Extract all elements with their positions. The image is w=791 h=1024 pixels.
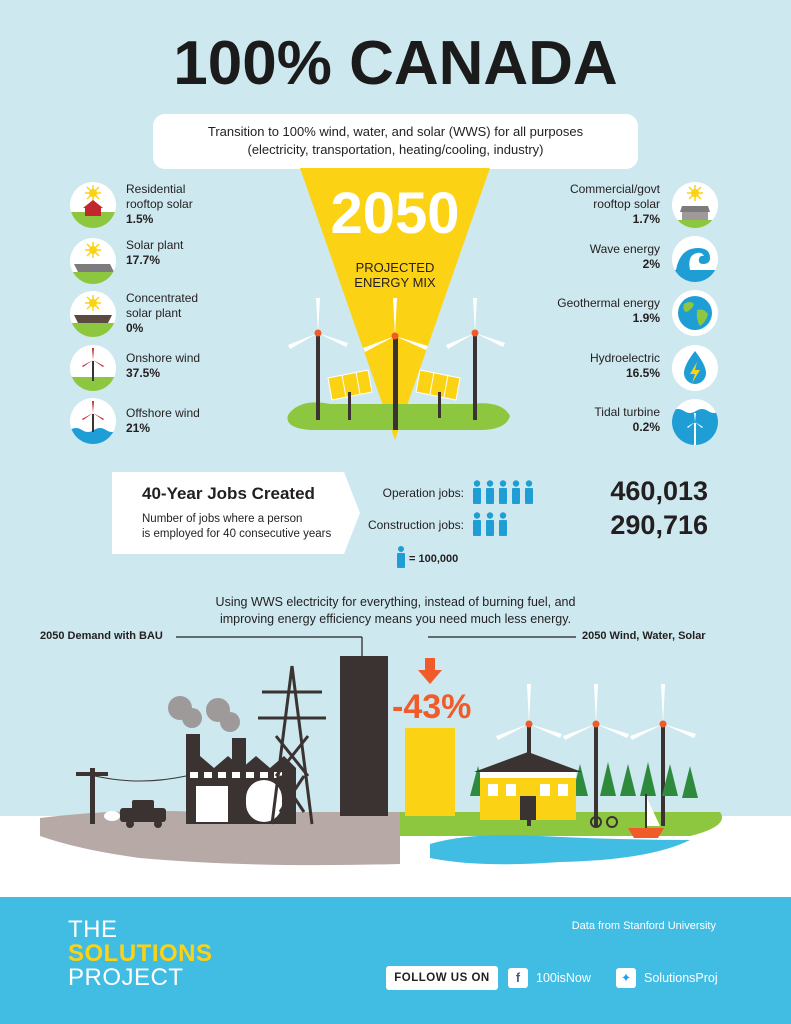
source-name: rooftop solar — [126, 197, 193, 211]
person-icon — [485, 480, 495, 504]
globe-icon — [672, 290, 718, 336]
page-title: 100% CANADA — [173, 29, 618, 98]
source-percent: 37.5% — [126, 366, 161, 380]
solar-plant-icon — [70, 238, 116, 284]
jobs-desc-line: is employed for 40 consecutive years — [142, 528, 332, 540]
person-icon — [498, 480, 508, 504]
wind-turbine-icon — [288, 298, 348, 420]
source-geothermal — [520, 290, 718, 336]
onshore-wind-icon — [70, 345, 116, 391]
operation-jobs-label: Operation jobs: — [382, 486, 464, 500]
person-icon — [396, 546, 406, 573]
source-percent: 21% — [126, 421, 151, 435]
subtitle-line-1: Transition to 100% wind, water, and solar (WWS) for all purposes — [207, 124, 584, 139]
source-percent: 0.2% — [632, 420, 660, 434]
bau-demand-bar — [340, 656, 388, 816]
water-drop-icon — [672, 345, 718, 391]
source-name: rooftop solar — [593, 197, 660, 211]
source-wave-energy — [520, 236, 718, 282]
source-solar-plant — [70, 238, 290, 284]
twitter-handle: SolutionsProj — [644, 971, 718, 985]
logo-line: SOLUTIONS — [68, 940, 213, 967]
demand-landscape — [0, 636, 791, 898]
wind-turbine-icon — [630, 684, 696, 826]
source-concentrated-solar — [70, 291, 290, 337]
source-tidal-turbine — [520, 399, 718, 445]
data-source-prefix: Data from — [571, 920, 620, 932]
operation-people-icons — [472, 480, 534, 504]
solutions-project-logo[interactable] — [68, 918, 213, 990]
construction-people-icons — [472, 512, 508, 536]
source-name: Concentrated — [126, 291, 199, 305]
source-hydroelectric — [520, 345, 718, 391]
down-arrow-icon — [418, 658, 442, 684]
source-name: Residential — [126, 182, 186, 196]
jobs-title: 40-Year Jobs Created — [142, 484, 315, 503]
person-icon — [511, 480, 521, 504]
logo-line: THE — [68, 916, 118, 943]
facebook-link[interactable] — [508, 968, 591, 988]
source-percent: 17.7% — [126, 253, 161, 267]
data-source — [520, 920, 716, 932]
source-name: Hydroelectric — [589, 351, 660, 365]
source-commercial-solar — [520, 182, 718, 228]
construction-jobs-label: Construction jobs: — [367, 518, 464, 532]
tidal-turbine-icon — [672, 399, 718, 445]
logo-line: PROJECT — [68, 964, 184, 991]
people-legend: = 100,000 — [409, 553, 459, 565]
person-icon — [472, 512, 482, 536]
source-name: Tidal turbine — [594, 405, 660, 419]
twitter-link[interactable] — [616, 968, 718, 988]
source-name: Offshore wind — [126, 406, 200, 420]
source-name: Commercial/govt — [569, 182, 660, 196]
data-source-name: Stanford University — [623, 920, 716, 932]
bau-demand-label: 2050 Demand with BAU — [40, 630, 163, 642]
source-offshore-wind — [70, 398, 290, 444]
facebook-icon: f — [508, 968, 528, 988]
twitter-icon: ✦ — [616, 968, 636, 988]
construction-jobs-value: 290,716 — [610, 510, 708, 540]
mix-line-1: PROJECTED — [355, 260, 435, 275]
source-name: solar plant — [126, 306, 182, 320]
wws-line: improving energy efficiency means you need much less energy. — [219, 612, 572, 626]
energy-reduction-value: -43% — [392, 688, 472, 726]
person-icon — [524, 480, 534, 504]
wind-turbine-icon — [446, 298, 505, 420]
commercial-solar-icon — [672, 182, 718, 228]
jobs-desc-line: Number of jobs where a person — [142, 513, 303, 525]
person-icon — [485, 512, 495, 536]
source-percent: 1.9% — [632, 311, 660, 325]
concentrated-solar-icon — [70, 291, 116, 337]
wws-demand-bar — [405, 728, 455, 816]
subtitle-line-2: (electricity, transportation, heating/cooling, industry) — [247, 142, 544, 157]
house-icon — [474, 752, 582, 820]
mix-line-2: ENERGY MIX — [354, 275, 436, 290]
source-percent: 2% — [642, 257, 660, 271]
source-percent: 0% — [126, 321, 144, 335]
source-percent: 1.7% — [632, 212, 660, 226]
factory-icon — [168, 696, 296, 824]
offshore-wind-icon — [70, 398, 116, 444]
source-name: Geothermal energy — [557, 296, 660, 310]
source-residential-solar — [70, 182, 290, 228]
source-name: Onshore wind — [126, 351, 201, 365]
residential-solar-icon — [70, 182, 116, 228]
operation-jobs-value: 460,013 — [610, 476, 708, 506]
wws-explanation — [150, 594, 641, 628]
wws-line: Using WWS electricity for everything, instead of burning fuel, and — [215, 595, 576, 609]
person-icon — [472, 480, 482, 504]
projected-energy-mix-label — [300, 260, 490, 290]
jobs-description — [142, 512, 342, 542]
source-name: Wave energy — [589, 242, 660, 256]
source-name: Solar plant — [126, 238, 184, 252]
wws-demand-label: 2050 Wind, Water, Solar — [582, 630, 706, 642]
source-percent: 1.5% — [126, 212, 154, 226]
follow-us-label: FOLLOW US ON — [386, 966, 498, 990]
source-percent: 16.5% — [625, 366, 660, 380]
facebook-handle: 100isNow — [536, 971, 591, 985]
person-icon — [498, 512, 508, 536]
target-year: 2050 — [330, 181, 460, 246]
source-onshore-wind — [70, 345, 290, 391]
wave-icon — [672, 236, 718, 282]
